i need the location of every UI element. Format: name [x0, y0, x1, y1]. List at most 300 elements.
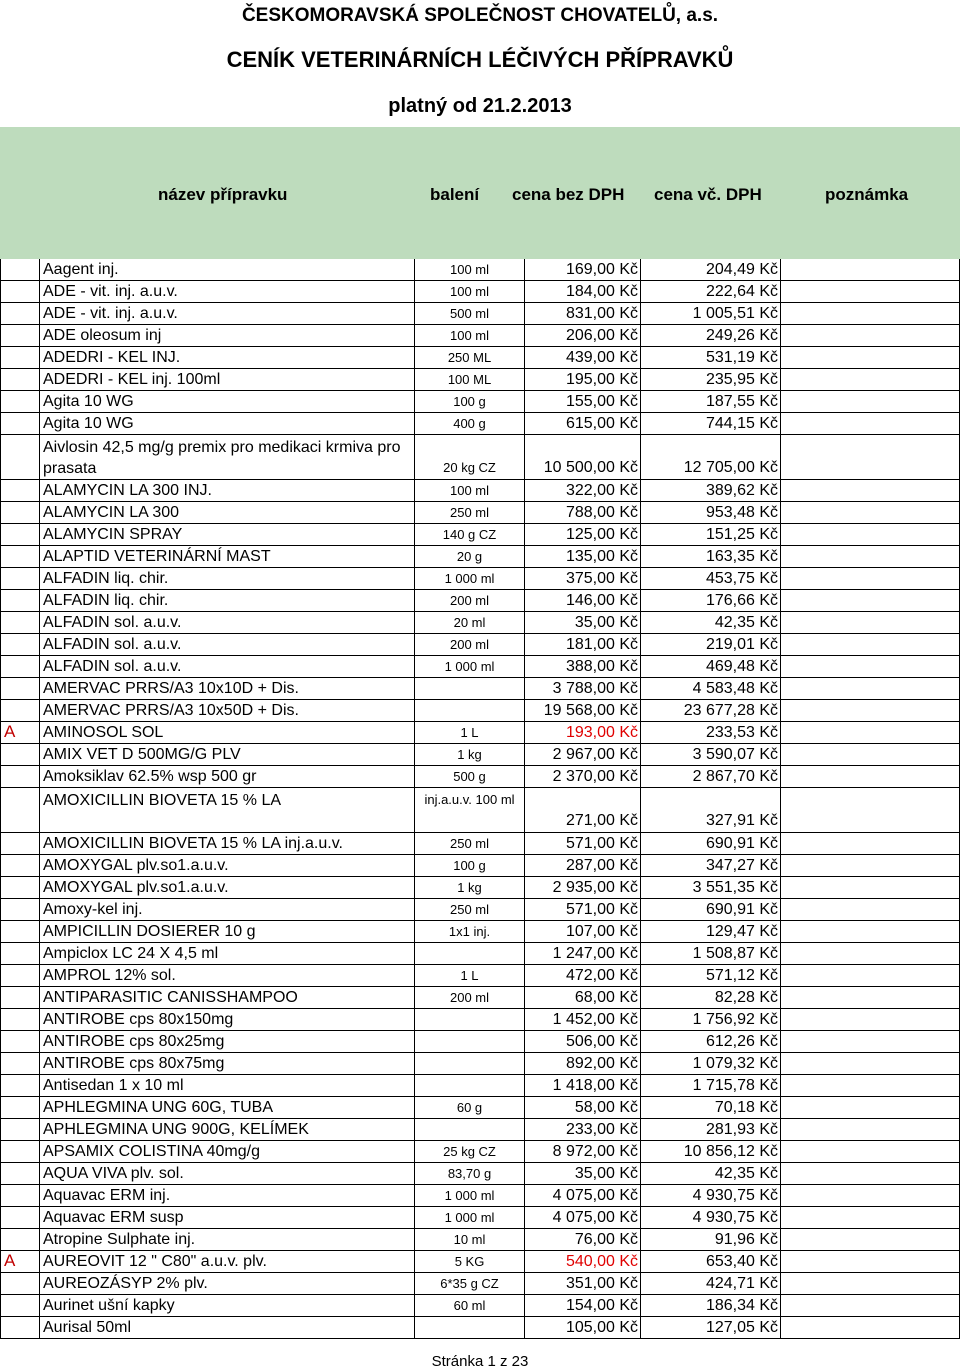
price-without-vat: 4 075,00 Kč	[525, 1185, 641, 1207]
product-name: Aurinet ušní kapky	[40, 1295, 415, 1317]
product-name: ANTIROBE cps 80x25mg	[40, 1031, 415, 1053]
product-name: AMERVAC PRRS/A3 10x10D + Dis.	[40, 678, 415, 700]
table-row	[0, 965, 960, 987]
note-cell	[781, 1119, 960, 1141]
table-row	[0, 877, 960, 899]
product-name: AUREOZÁSYP 2% plv.	[40, 1273, 415, 1295]
package-size: 1 L	[415, 722, 525, 744]
row-flag	[0, 1031, 40, 1053]
price-without-vat: 615,00 Kč	[525, 413, 641, 435]
package-size: 250 ml	[415, 833, 525, 855]
product-name: ALFADIN sol. a.u.v.	[40, 634, 415, 656]
product-name: ANTIROBE cps 80x150mg	[40, 1009, 415, 1031]
table-row	[0, 347, 960, 369]
table-row	[0, 634, 960, 656]
product-name: AMOXYGAL plv.so1.a.u.v.	[40, 877, 415, 899]
product-name: Antisedan 1 x 10 ml	[40, 1075, 415, 1097]
price-with-vat: 2 867,70 Kč	[641, 766, 781, 788]
note-cell	[781, 1295, 960, 1317]
price-without-vat: 892,00 Kč	[525, 1053, 641, 1075]
note-cell	[781, 1229, 960, 1251]
note-cell	[781, 634, 960, 656]
price-with-vat: 204,49 Kč	[641, 259, 781, 281]
package-size: 60 ml	[415, 1295, 525, 1317]
table-row	[0, 1251, 960, 1273]
product-name: AMPICILLIN DOSIERER 10 g	[40, 921, 415, 943]
price-with-vat: 233,53 Kč	[641, 722, 781, 744]
table-row	[0, 325, 960, 347]
product-name: APHLEGMINA UNG 900G, KELÍMEK	[40, 1119, 415, 1141]
package-size: 6*35 g CZ	[415, 1273, 525, 1295]
product-name: Amoxy-kel inj.	[40, 899, 415, 921]
price-without-vat: 35,00 Kč	[525, 612, 641, 634]
row-flag	[0, 921, 40, 943]
price-without-vat: 154,00 Kč	[525, 1295, 641, 1317]
col-header-vat-price: cena vč. DPH	[654, 185, 762, 204]
package-size: 1 000 ml	[415, 568, 525, 590]
product-name: Amoksiklav 62.5% wsp 500 gr	[40, 766, 415, 788]
price-without-vat: 125,00 Kč	[525, 524, 641, 546]
price-without-vat: 135,00 Kč	[525, 546, 641, 568]
package-size: 25 kg CZ	[415, 1141, 525, 1163]
note-cell	[781, 1251, 960, 1273]
price-without-vat: 35,00 Kč	[525, 1163, 641, 1185]
table-row	[0, 1031, 960, 1053]
price-with-vat: 82,28 Kč	[641, 987, 781, 1009]
table-row	[0, 899, 960, 921]
row-flag	[0, 1053, 40, 1075]
col-header-name: název přípravku	[158, 185, 288, 204]
table-row	[0, 744, 960, 766]
row-flag	[0, 259, 40, 281]
price-without-vat: 571,00 Kč	[525, 899, 641, 921]
note-cell	[781, 678, 960, 700]
row-flag: A	[0, 722, 40, 744]
package-size	[415, 1009, 525, 1031]
package-size: 20 kg CZ	[415, 435, 525, 480]
product-name: AMERVAC PRRS/A3 10x50D + Dis.	[40, 700, 415, 722]
note-cell	[781, 524, 960, 546]
package-size: 1 L	[415, 965, 525, 987]
package-size: 1x1 inj.	[415, 921, 525, 943]
price-with-vat: 127,05 Kč	[641, 1317, 781, 1339]
product-name: ADE - vit. inj. a.u.v.	[40, 281, 415, 303]
table-row	[0, 1141, 960, 1163]
package-size: 100 g	[415, 855, 525, 877]
package-size: 1 000 ml	[415, 656, 525, 678]
note-cell	[781, 435, 960, 480]
package-size: 1 000 ml	[415, 1185, 525, 1207]
price-with-vat: 571,12 Kč	[641, 965, 781, 987]
package-size	[415, 1031, 525, 1053]
price-with-vat: 222,64 Kč	[641, 281, 781, 303]
package-size: 250 ml	[415, 502, 525, 524]
price-without-vat: 107,00 Kč	[525, 921, 641, 943]
table-row	[0, 987, 960, 1009]
package-size: 100 ml	[415, 281, 525, 303]
price-with-vat: 3 551,35 Kč	[641, 877, 781, 899]
table-row	[0, 1119, 960, 1141]
row-flag	[0, 1163, 40, 1185]
package-size	[415, 1075, 525, 1097]
package-size: 100 ml	[415, 259, 525, 281]
product-name: ANTIROBE cps 80x75mg	[40, 1053, 415, 1075]
row-flag	[0, 1207, 40, 1229]
note-cell	[781, 347, 960, 369]
row-flag	[0, 965, 40, 987]
note-cell	[781, 921, 960, 943]
price-table	[0, 259, 960, 1339]
row-flag	[0, 766, 40, 788]
row-flag	[0, 833, 40, 855]
package-size: 5 KG	[415, 1251, 525, 1273]
table-row	[0, 1229, 960, 1251]
row-flag	[0, 413, 40, 435]
price-with-vat: 187,55 Kč	[641, 391, 781, 413]
note-cell	[781, 590, 960, 612]
price-without-vat: 2 935,00 Kč	[525, 877, 641, 899]
note-cell	[781, 612, 960, 634]
table-row	[0, 700, 960, 722]
price-without-vat: 146,00 Kč	[525, 590, 641, 612]
table-row	[0, 1185, 960, 1207]
price-without-vat: 540,00 Kč	[525, 1251, 641, 1273]
note-cell	[781, 391, 960, 413]
table-row	[0, 855, 960, 877]
note-cell	[781, 480, 960, 502]
price-with-vat: 424,71 Kč	[641, 1273, 781, 1295]
package-size: 140 g CZ	[415, 524, 525, 546]
price-with-vat: 347,27 Kč	[641, 855, 781, 877]
table-row	[0, 590, 960, 612]
table-row	[0, 722, 960, 744]
row-flag	[0, 987, 40, 1009]
price-without-vat: 472,00 Kč	[525, 965, 641, 987]
price-without-vat: 506,00 Kč	[525, 1031, 641, 1053]
price-with-vat: 389,62 Kč	[641, 480, 781, 502]
package-size: 100 g	[415, 391, 525, 413]
table-row	[0, 568, 960, 590]
company-name: ČESKOMORAVSKÁ SPOLEČNOST CHOVATELŮ, a.s.	[241, 5, 719, 26]
price-with-vat: 612,26 Kč	[641, 1031, 781, 1053]
package-size: inj.a.u.v. 100 ml	[415, 788, 525, 833]
price-with-vat: 1 508,87 Kč	[641, 943, 781, 965]
note-cell	[781, 1009, 960, 1031]
product-name: AMOXYGAL plv.so1.a.u.v.	[40, 855, 415, 877]
package-size: 100 ml	[415, 480, 525, 502]
price-without-vat: 571,00 Kč	[525, 833, 641, 855]
product-name: ADEDRI - KEL inj. 100ml	[40, 369, 415, 391]
package-size: 20 g	[415, 546, 525, 568]
note-cell	[781, 1141, 960, 1163]
price-with-vat: 690,91 Kč	[641, 833, 781, 855]
package-size	[415, 700, 525, 722]
price-without-vat: 155,00 Kč	[525, 391, 641, 413]
package-size: 250 ML	[415, 347, 525, 369]
package-size: 200 ml	[415, 590, 525, 612]
note-cell	[781, 303, 960, 325]
price-without-vat: 193,00 Kč	[525, 722, 641, 744]
product-name: Aquavac ERM susp	[40, 1207, 415, 1229]
package-size: 500 ml	[415, 303, 525, 325]
row-flag	[0, 899, 40, 921]
product-name: AMIX VET D 500MG/G PLV	[40, 744, 415, 766]
table-row	[0, 502, 960, 524]
row-flag	[0, 1185, 40, 1207]
product-name: Ampiclox LC 24 X 4,5 ml	[40, 943, 415, 965]
table-row	[0, 921, 960, 943]
package-size: 10 ml	[415, 1229, 525, 1251]
table-row	[0, 480, 960, 502]
note-cell	[781, 1163, 960, 1185]
price-without-vat: 351,00 Kč	[525, 1273, 641, 1295]
price-without-vat: 181,00 Kč	[525, 634, 641, 656]
product-name: Agita 10 WG	[40, 413, 415, 435]
package-size: 200 ml	[415, 634, 525, 656]
table-row	[0, 1207, 960, 1229]
package-size	[415, 678, 525, 700]
table-row	[0, 281, 960, 303]
package-size: 1 kg	[415, 877, 525, 899]
product-name: AMPROL 12% sol.	[40, 965, 415, 987]
price-with-vat: 235,95 Kč	[641, 369, 781, 391]
price-with-vat: 281,93 Kč	[641, 1119, 781, 1141]
price-without-vat: 105,00 Kč	[525, 1317, 641, 1339]
price-without-vat: 195,00 Kč	[525, 369, 641, 391]
table-row	[0, 1097, 960, 1119]
table-row	[0, 943, 960, 965]
package-size	[415, 1053, 525, 1075]
table-row	[0, 1273, 960, 1295]
package-size: 1 000 ml	[415, 1207, 525, 1229]
product-name: ALFADIN liq. chir.	[40, 590, 415, 612]
note-cell	[781, 877, 960, 899]
price-without-vat: 184,00 Kč	[525, 281, 641, 303]
row-flag: A	[0, 1251, 40, 1273]
table-row	[0, 1163, 960, 1185]
row-flag	[0, 347, 40, 369]
note-cell	[781, 855, 960, 877]
price-with-vat: 744,15 Kč	[641, 413, 781, 435]
row-flag	[0, 281, 40, 303]
product-name: Agita 10 WG	[40, 391, 415, 413]
price-with-vat: 12 705,00 Kč	[641, 435, 781, 480]
product-name: Aquavac ERM inj.	[40, 1185, 415, 1207]
note-cell	[781, 1075, 960, 1097]
note-cell	[781, 965, 960, 987]
table-row	[0, 1009, 960, 1031]
product-name: ADE - vit. inj. a.u.v.	[40, 303, 415, 325]
package-size: 20 ml	[415, 612, 525, 634]
row-flag	[0, 524, 40, 546]
product-name: AMOXICILLIN BIOVETA 15 % LA	[40, 788, 415, 833]
table-row	[0, 1075, 960, 1097]
table-row	[0, 303, 960, 325]
row-flag	[0, 1295, 40, 1317]
product-name: ALAMYCIN LA 300	[40, 502, 415, 524]
note-cell	[781, 369, 960, 391]
price-with-vat: 1 079,32 Kč	[641, 1053, 781, 1075]
price-without-vat: 10 500,00 Kč	[525, 435, 641, 480]
price-with-vat: 469,48 Kč	[641, 656, 781, 678]
price-with-vat: 219,01 Kč	[641, 634, 781, 656]
price-with-vat: 10 856,12 Kč	[641, 1141, 781, 1163]
price-with-vat: 453,75 Kč	[641, 568, 781, 590]
price-with-vat: 70,18 Kč	[641, 1097, 781, 1119]
note-cell	[781, 325, 960, 347]
price-without-vat: 8 972,00 Kč	[525, 1141, 641, 1163]
col-header-note: poznámka	[825, 185, 909, 204]
price-with-vat: 1 005,51 Kč	[641, 303, 781, 325]
package-size: 1 kg	[415, 744, 525, 766]
row-flag	[0, 1119, 40, 1141]
product-name: AQUA VIVA plv. sol.	[40, 1163, 415, 1185]
product-name: AUREOVIT 12 " C80" a.u.v. plv.	[40, 1251, 415, 1273]
col-header-pack: balení	[430, 185, 480, 204]
price-with-vat: 327,91 Kč	[641, 788, 781, 833]
note-cell	[781, 1185, 960, 1207]
row-flag	[0, 1075, 40, 1097]
table-row	[0, 833, 960, 855]
table-row	[0, 259, 960, 281]
price-without-vat: 375,00 Kč	[525, 568, 641, 590]
row-flag	[0, 634, 40, 656]
row-flag	[0, 788, 40, 833]
product-name: ALAMYCIN LA 300 INJ.	[40, 480, 415, 502]
row-flag	[0, 391, 40, 413]
row-flag	[0, 943, 40, 965]
table-row	[0, 678, 960, 700]
row-flag	[0, 502, 40, 524]
row-flag	[0, 1229, 40, 1251]
row-flag	[0, 1009, 40, 1031]
price-without-vat: 233,00 Kč	[525, 1119, 641, 1141]
package-size: 250 ml	[415, 899, 525, 921]
product-name: Aivlosin 42,5 mg/g premix pro medikaci krmiva pro prasata	[40, 435, 415, 480]
price-with-vat: 1 756,92 Kč	[641, 1009, 781, 1031]
note-cell	[781, 259, 960, 281]
price-with-vat: 163,35 Kč	[641, 546, 781, 568]
product-name: ADE oleosum inj	[40, 325, 415, 347]
table-row	[0, 656, 960, 678]
product-name: Aagent inj.	[40, 259, 415, 281]
product-name: AMOXICILLIN BIOVETA 15 % LA inj.a.u.v.	[40, 833, 415, 855]
note-cell	[781, 1273, 960, 1295]
row-flag	[0, 744, 40, 766]
product-name: ADEDRI - KEL INJ.	[40, 347, 415, 369]
row-flag	[0, 568, 40, 590]
price-with-vat: 4 930,75 Kč	[641, 1207, 781, 1229]
price-without-vat: 1 247,00 Kč	[525, 943, 641, 965]
price-without-vat: 4 075,00 Kč	[525, 1207, 641, 1229]
product-name: Atropine Sulphate inj.	[40, 1229, 415, 1251]
price-without-vat: 322,00 Kč	[525, 480, 641, 502]
note-cell	[781, 1207, 960, 1229]
package-size: 400 g	[415, 413, 525, 435]
price-without-vat: 58,00 Kč	[525, 1097, 641, 1119]
price-with-vat: 3 590,07 Kč	[641, 744, 781, 766]
product-name: ALFADIN sol. a.u.v.	[40, 656, 415, 678]
price-without-vat: 169,00 Kč	[525, 259, 641, 281]
row-flag	[0, 435, 40, 480]
column-header-band	[0, 127, 960, 259]
valid-from: platný od 21.2.2013	[388, 95, 572, 117]
price-with-vat: 42,35 Kč	[641, 1163, 781, 1185]
product-name: ANTIPARASITIC CANISSHAMPOO	[40, 987, 415, 1009]
price-with-vat: 23 677,28 Kč	[641, 700, 781, 722]
package-size: 100 ML	[415, 369, 525, 391]
price-with-vat: 690,91 Kč	[641, 899, 781, 921]
row-flag	[0, 1273, 40, 1295]
table-row	[0, 524, 960, 546]
price-with-vat: 129,47 Kč	[641, 921, 781, 943]
price-without-vat: 1 418,00 Kč	[525, 1075, 641, 1097]
row-flag	[0, 325, 40, 347]
price-without-vat: 788,00 Kč	[525, 502, 641, 524]
row-flag	[0, 1097, 40, 1119]
price-with-vat: 531,19 Kč	[641, 347, 781, 369]
note-cell	[781, 656, 960, 678]
price-with-vat: 151,25 Kč	[641, 524, 781, 546]
document-title: CENÍK VETERINÁRNÍCH LÉČIVÝCH PŘÍPRAVKŮ	[226, 47, 734, 72]
price-with-vat: 653,40 Kč	[641, 1251, 781, 1273]
note-cell	[781, 722, 960, 744]
table-row	[0, 1295, 960, 1317]
note-cell	[781, 502, 960, 524]
package-size: 60 g	[415, 1097, 525, 1119]
table-row	[0, 788, 960, 833]
product-name: AMINOSOL SOL	[40, 722, 415, 744]
price-without-vat: 76,00 Kč	[525, 1229, 641, 1251]
note-cell	[781, 744, 960, 766]
row-flag	[0, 1141, 40, 1163]
price-without-vat: 19 568,00 Kč	[525, 700, 641, 722]
price-without-vat: 439,00 Kč	[525, 347, 641, 369]
product-name: APHLEGMINA UNG 60G, TUBA	[40, 1097, 415, 1119]
note-cell	[781, 1097, 960, 1119]
package-size	[415, 1119, 525, 1141]
package-size	[415, 1317, 525, 1339]
price-with-vat: 249,26 Kč	[641, 325, 781, 347]
row-flag	[0, 303, 40, 325]
product-name: Aurisal 50ml	[40, 1317, 415, 1339]
table-row	[0, 1317, 960, 1339]
row-flag	[0, 678, 40, 700]
price-with-vat: 176,66 Kč	[641, 590, 781, 612]
note-cell	[781, 546, 960, 568]
price-without-vat: 388,00 Kč	[525, 656, 641, 678]
note-cell	[781, 1317, 960, 1339]
row-flag	[0, 480, 40, 502]
note-cell	[781, 1031, 960, 1053]
row-flag	[0, 1317, 40, 1339]
table-row	[0, 1053, 960, 1075]
page-number: Stránka 1 z 23	[431, 1353, 529, 1370]
row-flag	[0, 877, 40, 899]
col-header-price: cena bez DPH	[512, 185, 625, 204]
row-flag	[0, 369, 40, 391]
price-with-vat: 42,35 Kč	[641, 612, 781, 634]
price-without-vat: 287,00 Kč	[525, 855, 641, 877]
price-with-vat: 4 583,48 Kč	[641, 678, 781, 700]
price-with-vat: 1 715,78 Kč	[641, 1075, 781, 1097]
price-with-vat: 91,96 Kč	[641, 1229, 781, 1251]
note-cell	[781, 1053, 960, 1075]
package-size: 200 ml	[415, 987, 525, 1009]
note-cell	[781, 943, 960, 965]
price-without-vat: 3 788,00 Kč	[525, 678, 641, 700]
price-with-vat: 4 930,75 Kč	[641, 1185, 781, 1207]
